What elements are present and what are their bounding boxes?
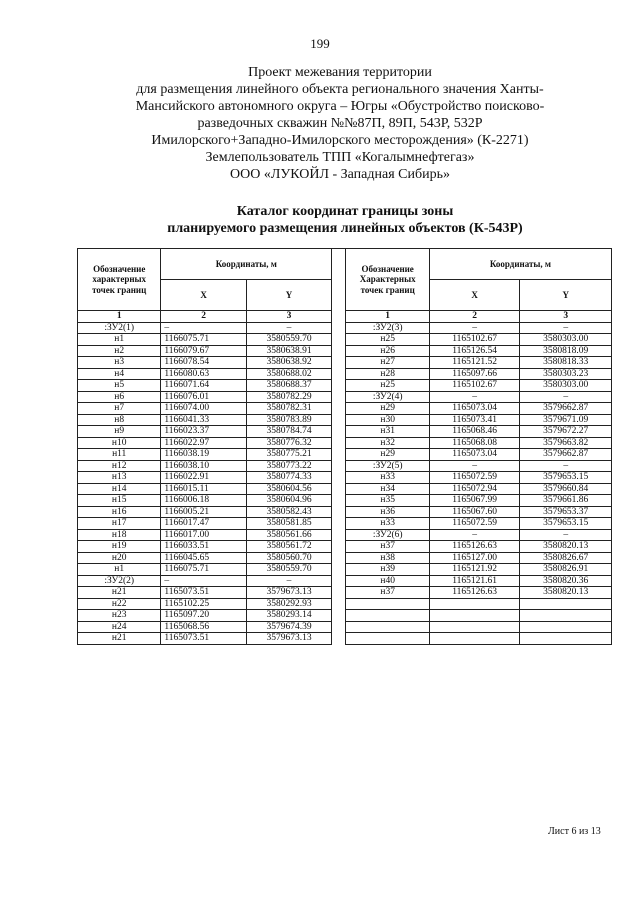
x-cell: 1165102.25 xyxy=(161,598,246,610)
point-cell: :ЗУ2(6) xyxy=(346,529,429,541)
y-cell: 3580820.13 xyxy=(520,587,612,599)
x-cell: 1165068.08 xyxy=(429,437,520,449)
x-cell: 1165068.56 xyxy=(161,621,246,633)
table-row xyxy=(78,633,612,645)
y-cell: 3580826.67 xyxy=(520,552,612,564)
y-cell: 3580688.37 xyxy=(246,380,331,392)
point-cell xyxy=(346,633,429,645)
x-cell: 1166005.21 xyxy=(161,506,246,518)
index-cell: 1 xyxy=(78,311,161,323)
col-header-point-right: Обозначение Характерных точек границ xyxy=(346,249,429,311)
y-cell: 3579661.86 xyxy=(520,495,612,507)
point-cell: н31 xyxy=(346,426,429,438)
x-cell: 1165073.51 xyxy=(161,633,246,645)
table-row xyxy=(78,380,612,392)
x-cell: 1165126.63 xyxy=(429,541,520,553)
x-cell: 1166017.00 xyxy=(161,529,246,541)
table-gap xyxy=(332,529,346,541)
x-cell: 1165126.54 xyxy=(429,345,520,357)
y-cell: – xyxy=(520,460,612,472)
x-cell: 1166022.97 xyxy=(161,437,246,449)
table-row xyxy=(78,483,612,495)
index-cell: 2 xyxy=(429,311,520,323)
point-cell: н28 xyxy=(346,368,429,380)
table-row xyxy=(78,541,612,553)
point-cell: н29 xyxy=(346,403,429,415)
table-gap xyxy=(332,449,346,461)
point-cell: н11 xyxy=(78,449,161,461)
x-cell: 1165068.46 xyxy=(429,426,520,438)
table-row xyxy=(78,495,612,507)
col-header-point-left: Обозначение характерных точек границ xyxy=(78,249,161,311)
y-cell: 3580826.91 xyxy=(520,564,612,576)
y-cell xyxy=(520,633,612,645)
y-cell: 3580782.31 xyxy=(246,403,331,415)
x-cell: 1165072.59 xyxy=(429,518,520,530)
index-cell: 2 xyxy=(161,311,246,323)
table-gap xyxy=(332,633,346,645)
table-gap xyxy=(332,587,346,599)
y-cell xyxy=(520,598,612,610)
point-cell: н35 xyxy=(346,495,429,507)
point-cell: н4 xyxy=(78,368,161,380)
header-line: ООО «ЛУКОЙЛ - Западная Сибирь» xyxy=(230,167,450,182)
header-line: Землепользователь ТПП «Когалымнефтегаз» xyxy=(205,150,475,165)
y-cell: 3580782.29 xyxy=(246,391,331,403)
point-cell: :ЗУ2(1) xyxy=(78,322,161,334)
x-cell: 1165072.94 xyxy=(429,483,520,495)
table-row xyxy=(78,621,612,633)
x-cell: 1166022.91 xyxy=(161,472,246,484)
table-gap xyxy=(332,460,346,472)
point-cell: :ЗУ2(4) xyxy=(346,391,429,403)
point-cell: н36 xyxy=(346,506,429,518)
point-cell: н23 xyxy=(78,610,161,622)
y-cell: – xyxy=(520,529,612,541)
x-cell: 1165072.59 xyxy=(429,472,520,484)
x-cell: 1166017.47 xyxy=(161,518,246,530)
y-cell: 3579662.87 xyxy=(520,403,612,415)
table-row xyxy=(78,564,612,576)
x-cell: – xyxy=(429,529,520,541)
table-gap xyxy=(332,598,346,610)
y-cell: 3579673.13 xyxy=(246,633,331,645)
table-gap xyxy=(332,541,346,553)
table-gap xyxy=(332,249,346,311)
x-cell: 1166076.01 xyxy=(161,391,246,403)
y-cell: 3580776.32 xyxy=(246,437,331,449)
x-cell: 1166038.10 xyxy=(161,460,246,472)
y-cell: 3580560.70 xyxy=(246,552,331,564)
table-row xyxy=(78,552,612,564)
table-gap xyxy=(332,380,346,392)
x-cell: 1166080.63 xyxy=(161,368,246,380)
y-cell: 3580303.00 xyxy=(520,380,612,392)
y-cell: – xyxy=(246,575,331,587)
table-row xyxy=(78,437,612,449)
x-cell: 1165073.41 xyxy=(429,414,520,426)
point-cell: н33 xyxy=(346,518,429,530)
col-header-coords-right: Координаты, м xyxy=(429,249,611,280)
x-cell xyxy=(429,621,520,633)
index-cell: 1 xyxy=(346,311,429,323)
x-cell: 1166074.00 xyxy=(161,403,246,415)
point-cell: н14 xyxy=(78,483,161,495)
y-cell: 3579653.37 xyxy=(520,506,612,518)
x-cell xyxy=(429,598,520,610)
y-cell: 3579653.15 xyxy=(520,472,612,484)
table-row xyxy=(78,322,612,334)
point-cell: н16 xyxy=(78,506,161,518)
y-cell: 3580561.66 xyxy=(246,529,331,541)
point-cell xyxy=(346,598,429,610)
point-cell: н1 xyxy=(78,564,161,576)
point-cell: н25 xyxy=(346,380,429,392)
table-gap xyxy=(332,575,346,587)
y-cell xyxy=(520,610,612,622)
table-gap xyxy=(332,426,346,438)
x-cell xyxy=(429,610,520,622)
x-cell: 1166045.65 xyxy=(161,552,246,564)
sheet-footer: Лист 6 из 13 xyxy=(548,826,601,837)
x-cell: 1165102.67 xyxy=(429,380,520,392)
y-cell: 3580774.33 xyxy=(246,472,331,484)
point-cell: :ЗУ2(5) xyxy=(346,460,429,472)
table-gap xyxy=(332,621,346,633)
x-cell: 1166079.67 xyxy=(161,345,246,357)
y-cell: – xyxy=(246,322,331,334)
table-gap xyxy=(332,483,346,495)
header-line: Проект межевания территории xyxy=(248,65,432,80)
table-row xyxy=(78,472,612,484)
point-cell xyxy=(346,621,429,633)
y-cell: 3580820.36 xyxy=(520,575,612,587)
x-cell: 1165121.92 xyxy=(429,564,520,576)
catalog-title xyxy=(80,203,610,237)
y-cell: – xyxy=(520,391,612,403)
y-cell: 3579660.84 xyxy=(520,483,612,495)
table-row xyxy=(78,345,612,357)
x-cell: 1165102.67 xyxy=(429,334,520,346)
point-cell: н38 xyxy=(346,552,429,564)
coordinates-table xyxy=(77,248,612,645)
table-gap xyxy=(332,403,346,415)
table-row xyxy=(78,426,612,438)
index-row xyxy=(78,311,612,323)
point-cell: н24 xyxy=(78,621,161,633)
y-cell: 3579662.87 xyxy=(520,449,612,461)
table-row xyxy=(78,391,612,403)
y-cell: 3580688.02 xyxy=(246,368,331,380)
point-cell: :ЗУ2(3) xyxy=(346,322,429,334)
x-cell: 1166015.11 xyxy=(161,483,246,495)
y-cell: 3580292.93 xyxy=(246,598,331,610)
table-gap xyxy=(332,322,346,334)
point-cell: :ЗУ2(2) xyxy=(78,575,161,587)
table-gap xyxy=(332,506,346,518)
table-row xyxy=(78,587,612,599)
point-cell: н21 xyxy=(78,633,161,645)
header-line: Мансийского автономного округа – Югры «Обустройство поисково- xyxy=(135,99,545,114)
y-cell: 3580638.92 xyxy=(246,357,331,369)
y-cell: 3580818.09 xyxy=(520,345,612,357)
x-cell: 1165121.52 xyxy=(429,357,520,369)
x-cell: 1165073.51 xyxy=(161,587,246,599)
index-cell: 3 xyxy=(246,311,331,323)
y-cell: 3579671.09 xyxy=(520,414,612,426)
x-cell: 1166038.19 xyxy=(161,449,246,461)
point-cell: н8 xyxy=(78,414,161,426)
x-cell: 1165097.66 xyxy=(429,368,520,380)
y-cell: 3580818.33 xyxy=(520,357,612,369)
table-row xyxy=(78,414,612,426)
header-line: для размещения линейного объекта регионального значения Ханты- xyxy=(136,82,544,97)
y-cell: 3580303.23 xyxy=(520,368,612,380)
table-gap xyxy=(332,311,346,323)
point-cell: н15 xyxy=(78,495,161,507)
project-header xyxy=(90,64,590,183)
y-cell: 3579672.27 xyxy=(520,426,612,438)
table-gap xyxy=(332,610,346,622)
y-cell: 3580561.72 xyxy=(246,541,331,553)
x-cell: – xyxy=(429,322,520,334)
y-cell: 3579663.82 xyxy=(520,437,612,449)
index-cell: 3 xyxy=(520,311,612,323)
table-row xyxy=(78,449,612,461)
point-cell: н39 xyxy=(346,564,429,576)
x-cell: – xyxy=(429,460,520,472)
point-cell: н12 xyxy=(78,460,161,472)
point-cell: н7 xyxy=(78,403,161,415)
y-cell: 3579673.13 xyxy=(246,587,331,599)
x-cell: 1166075.71 xyxy=(161,564,246,576)
point-cell: н17 xyxy=(78,518,161,530)
table-row xyxy=(78,357,612,369)
y-cell: 3580303.00 xyxy=(520,334,612,346)
y-cell: 3580559.70 xyxy=(246,564,331,576)
y-cell: – xyxy=(520,322,612,334)
point-cell: н29 xyxy=(346,449,429,461)
y-cell: 3580784.74 xyxy=(246,426,331,438)
x-cell: 1165073.04 xyxy=(429,449,520,461)
col-header-coords-left: Координаты, м xyxy=(161,249,332,280)
point-cell: н22 xyxy=(78,598,161,610)
point-cell: н25 xyxy=(346,334,429,346)
table-row xyxy=(78,518,612,530)
y-cell: 3579653.15 xyxy=(520,518,612,530)
catalog-title-line: Каталог координат границы зоны xyxy=(236,204,454,219)
y-cell: 3580775.21 xyxy=(246,449,331,461)
col-header-y-right: Y xyxy=(520,280,612,311)
point-cell: н18 xyxy=(78,529,161,541)
y-cell: 3580638.91 xyxy=(246,345,331,357)
table-gap xyxy=(332,495,346,507)
x-cell: 1166075.71 xyxy=(161,334,246,346)
table-row xyxy=(78,575,612,587)
point-cell: н5 xyxy=(78,380,161,392)
y-cell: 3580581.85 xyxy=(246,518,331,530)
x-cell: 1166006.18 xyxy=(161,495,246,507)
x-cell: 1166041.33 xyxy=(161,414,246,426)
y-cell: 3580783.89 xyxy=(246,414,331,426)
table-gap xyxy=(332,518,346,530)
point-cell: н9 xyxy=(78,426,161,438)
x-cell: 1166071.64 xyxy=(161,380,246,392)
y-cell: 3579674.39 xyxy=(246,621,331,633)
x-cell xyxy=(429,633,520,645)
table-gap xyxy=(332,345,346,357)
table-gap xyxy=(332,472,346,484)
y-cell: 3580773.22 xyxy=(246,460,331,472)
table-gap xyxy=(332,552,346,564)
x-cell: 1165067.99 xyxy=(429,495,520,507)
col-header-x-left: X xyxy=(161,280,246,311)
header-line: Имилорского+Западно-Имилорского месторождения» (К-2271) xyxy=(151,133,529,148)
y-cell: 3580293.14 xyxy=(246,610,331,622)
point-cell xyxy=(346,610,429,622)
table-gap xyxy=(332,564,346,576)
point-cell: н26 xyxy=(346,345,429,357)
y-cell xyxy=(520,621,612,633)
x-cell: 1165067.60 xyxy=(429,506,520,518)
point-cell: н20 xyxy=(78,552,161,564)
table-gap xyxy=(332,414,346,426)
table-row xyxy=(78,598,612,610)
x-cell: – xyxy=(161,322,246,334)
point-cell: н10 xyxy=(78,437,161,449)
point-cell: н6 xyxy=(78,391,161,403)
table-row xyxy=(78,403,612,415)
point-cell: н30 xyxy=(346,414,429,426)
point-cell: н34 xyxy=(346,483,429,495)
x-cell: 1165126.63 xyxy=(429,587,520,599)
table-row xyxy=(78,506,612,518)
y-cell: 3580820.13 xyxy=(520,541,612,553)
x-cell: – xyxy=(429,391,520,403)
table-gap xyxy=(332,357,346,369)
point-cell: н13 xyxy=(78,472,161,484)
y-cell: 3580604.96 xyxy=(246,495,331,507)
col-header-x-right: X xyxy=(429,280,520,311)
x-cell: 1166023.37 xyxy=(161,426,246,438)
x-cell: 1165097.20 xyxy=(161,610,246,622)
point-cell: н37 xyxy=(346,587,429,599)
catalog-title-line: планируемого размещения линейных объектов (К-543Р) xyxy=(167,221,523,236)
table-gap xyxy=(332,437,346,449)
table-gap xyxy=(332,391,346,403)
table-row xyxy=(78,368,612,380)
y-cell: 3580582.43 xyxy=(246,506,331,518)
x-cell: 1165127.00 xyxy=(429,552,520,564)
table-row xyxy=(78,334,612,346)
point-cell: н1 xyxy=(78,334,161,346)
point-cell: н3 xyxy=(78,357,161,369)
point-cell: н37 xyxy=(346,541,429,553)
table-row xyxy=(78,610,612,622)
table-gap xyxy=(332,368,346,380)
x-cell: 1166033.51 xyxy=(161,541,246,553)
x-cell: – xyxy=(161,575,246,587)
y-cell: 3580559.70 xyxy=(246,334,331,346)
table-row xyxy=(78,529,612,541)
page-number: 199 xyxy=(310,36,330,51)
point-cell: н2 xyxy=(78,345,161,357)
table-row xyxy=(78,460,612,472)
y-cell: 3580604.56 xyxy=(246,483,331,495)
col-header-y-left: Y xyxy=(246,280,331,311)
point-cell: н33 xyxy=(346,472,429,484)
x-cell: 1165073.04 xyxy=(429,403,520,415)
x-cell: 1166078.54 xyxy=(161,357,246,369)
header-line: разведочных скважин №№87П, 89П, 543Р, 532Р xyxy=(197,116,483,131)
point-cell: н40 xyxy=(346,575,429,587)
point-cell: н27 xyxy=(346,357,429,369)
x-cell: 1165121.61 xyxy=(429,575,520,587)
point-cell: н19 xyxy=(78,541,161,553)
point-cell: н32 xyxy=(346,437,429,449)
table-gap xyxy=(332,334,346,346)
point-cell: н21 xyxy=(78,587,161,599)
